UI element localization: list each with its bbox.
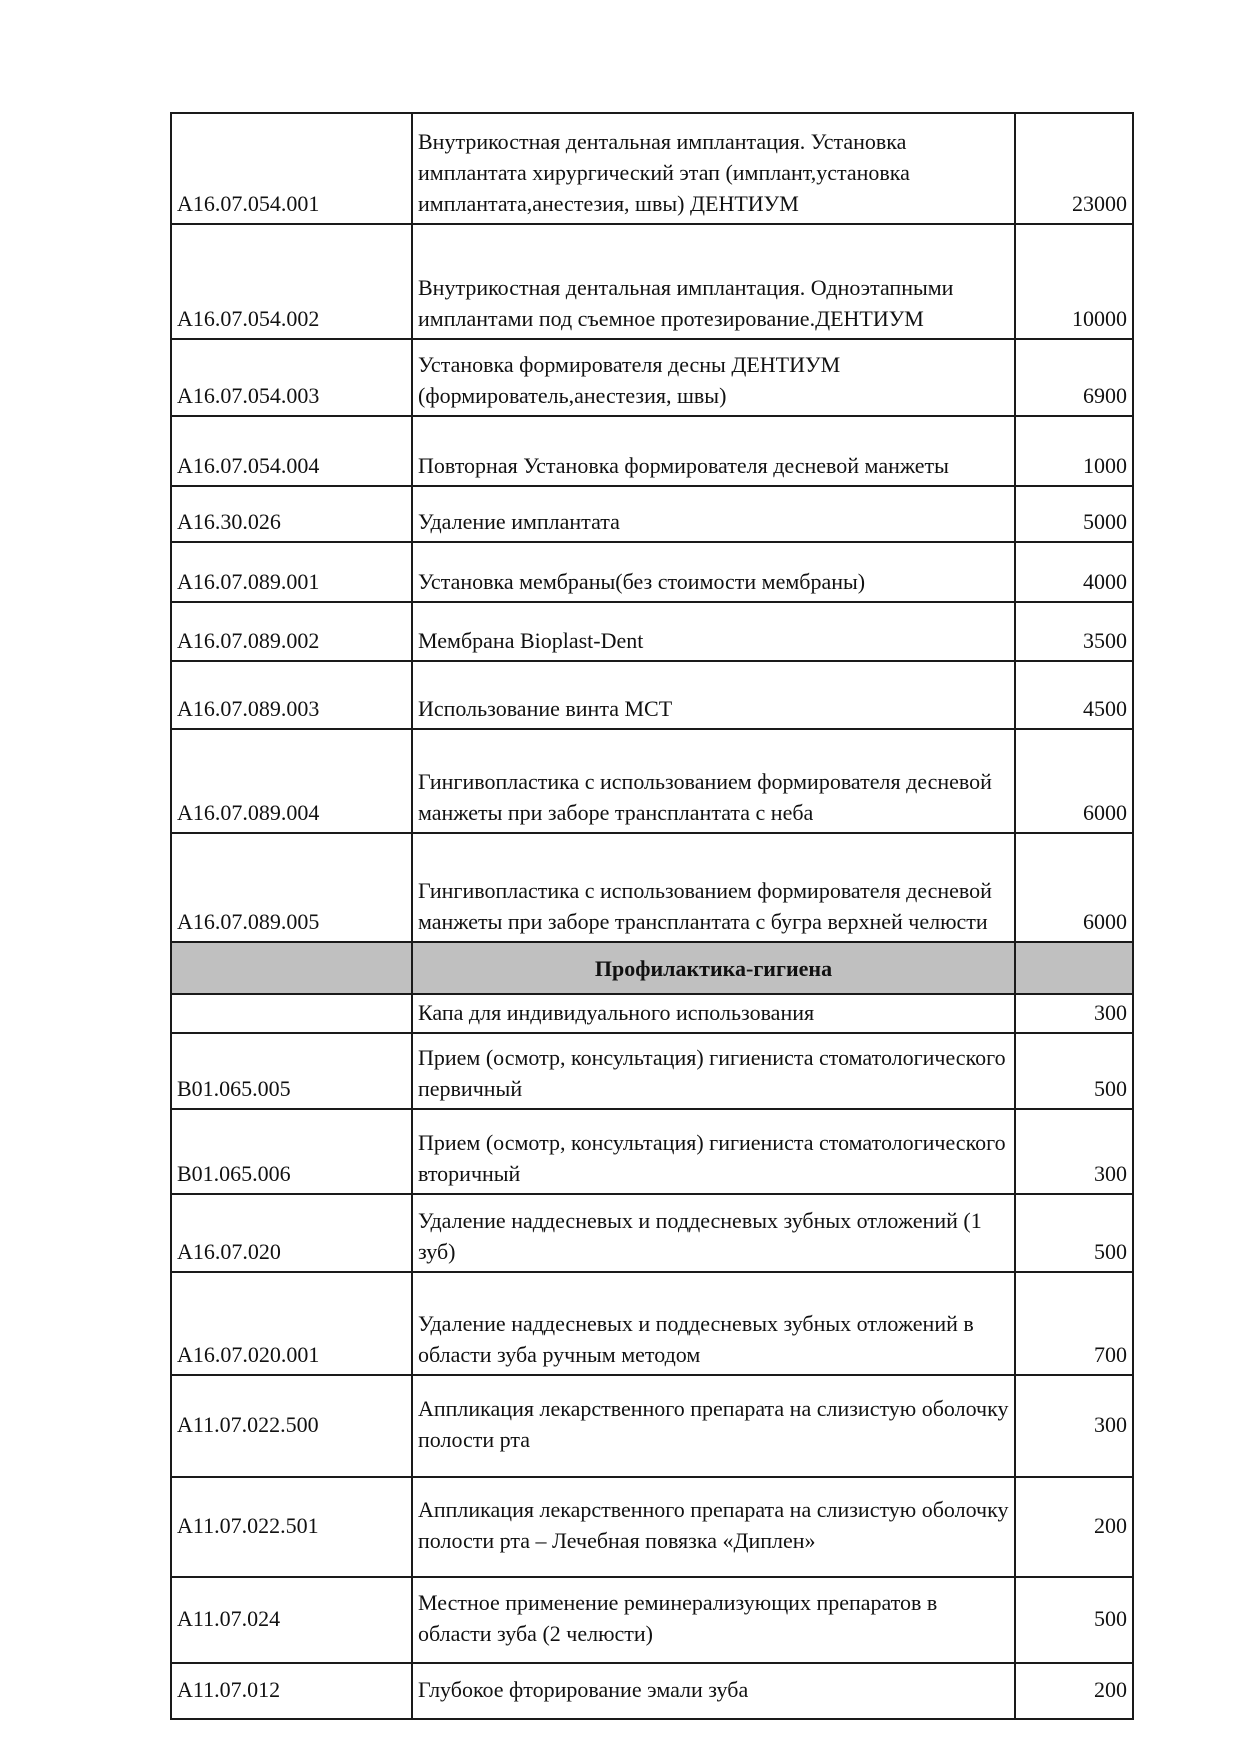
service-name: Повторная Установка формирователя десневой манжеты [412, 416, 1015, 486]
service-name: Аппликация лекарственного препарата на слизистую оболочку полости рта – Лечебная повязка «Диплен» [412, 1477, 1015, 1577]
service-price: 200 [1015, 1477, 1133, 1577]
service-code: B01.065.006 [171, 1109, 412, 1194]
service-code: A16.07.020.001 [171, 1272, 412, 1375]
service-price: 1000 [1015, 416, 1133, 486]
service-code: A16.07.089.004 [171, 729, 412, 833]
service-price: 5000 [1015, 486, 1133, 542]
service-code: A16.07.054.002 [171, 224, 412, 339]
price-table [170, 112, 1134, 1720]
table-row [171, 416, 1133, 486]
section-code-cell [171, 942, 412, 994]
table-row [171, 339, 1133, 416]
service-price: 200 [1015, 1663, 1133, 1719]
section-title: Профилактика-гигиена [412, 942, 1015, 994]
service-code: A16.30.026 [171, 486, 412, 542]
service-code: A11.07.022.500 [171, 1375, 412, 1477]
service-name: Установка формирователя десны ДЕНТИУМ (формирователь,анестезия, швы) [412, 339, 1015, 416]
service-code: A11.07.012 [171, 1663, 412, 1719]
service-price: 4500 [1015, 661, 1133, 729]
service-price: 3500 [1015, 602, 1133, 661]
service-name: Использование винта МСТ [412, 661, 1015, 729]
service-code: A16.07.089.003 [171, 661, 412, 729]
service-price: 10000 [1015, 224, 1133, 339]
service-name: Аппликация лекарственного препарата на слизистую оболочку полости рта [412, 1375, 1015, 1477]
service-name: Удаление имплантата [412, 486, 1015, 542]
service-code: A16.07.020 [171, 1194, 412, 1272]
service-name: Гингивопластика с использованием формирователя десневой манжеты при заборе трансплантата с неба [412, 729, 1015, 833]
service-price: 300 [1015, 994, 1133, 1033]
service-name: Установка мембраны(без стоимости мембраны) [412, 542, 1015, 602]
table-row [171, 224, 1133, 339]
service-price: 300 [1015, 1109, 1133, 1194]
service-price: 500 [1015, 1577, 1133, 1663]
service-price: 6900 [1015, 339, 1133, 416]
service-code: A16.07.054.001 [171, 113, 412, 224]
service-code: A16.07.089.002 [171, 602, 412, 661]
table-row [171, 661, 1133, 729]
service-price: 6000 [1015, 729, 1133, 833]
service-name: Прием (осмотр, консультация) гигиениста стоматологического первичный [412, 1033, 1015, 1109]
service-name: Местное применение реминерализующих препаратов в области зуба (2 челюсти) [412, 1577, 1015, 1663]
service-code: A16.07.089.001 [171, 542, 412, 602]
table-row [171, 1272, 1133, 1375]
service-name: Удаление наддесневых и поддесневых зубных отложений в области зуба ручным методом [412, 1272, 1015, 1375]
table-row [171, 486, 1133, 542]
table-row [171, 1033, 1133, 1109]
service-code: A16.07.054.004 [171, 416, 412, 486]
service-name: Удаление наддесневых и поддесневых зубных отложений (1 зуб) [412, 1194, 1015, 1272]
table-row [171, 833, 1133, 942]
table-row [171, 602, 1133, 661]
table-row [171, 1577, 1133, 1663]
service-price: 700 [1015, 1272, 1133, 1375]
section-header-row [171, 942, 1133, 994]
table-row [171, 1194, 1133, 1272]
table-row [171, 1109, 1133, 1194]
table-row [171, 542, 1133, 602]
table-row [171, 1375, 1133, 1477]
service-name: Капа для индивидуального использования [412, 994, 1015, 1033]
table-row [171, 1663, 1133, 1719]
service-code: A11.07.022.501 [171, 1477, 412, 1577]
service-name: Внутрикостная дентальная имплантация. Установка имплантата хирургический этап (имплант,установка имплантата,анестезия, швы) ДЕНТИУМ [412, 113, 1015, 224]
service-code: A11.07.024 [171, 1577, 412, 1663]
service-price: 23000 [1015, 113, 1133, 224]
service-name: Прием (осмотр, консультация) гигиениста стоматологического вторичный [412, 1109, 1015, 1194]
table-row [171, 113, 1133, 224]
service-price: 6000 [1015, 833, 1133, 942]
service-price: 500 [1015, 1194, 1133, 1272]
service-code: B01.065.005 [171, 1033, 412, 1109]
service-name: Мембрана Bioplast-Dent [412, 602, 1015, 661]
service-name: Гингивопластика с использованием формирователя десневой манжеты при заборе трансплантата с бугра верхней челюсти [412, 833, 1015, 942]
table-row [171, 729, 1133, 833]
service-code: A16.07.054.003 [171, 339, 412, 416]
service-name: Внутрикостная дентальная имплантация. Одноэтапными имплантами под съемное протезирование.ДЕНТИУМ [412, 224, 1015, 339]
service-code: A16.07.089.005 [171, 833, 412, 942]
service-price: 500 [1015, 1033, 1133, 1109]
table-row [171, 994, 1133, 1033]
table-row [171, 1477, 1133, 1577]
service-price: 300 [1015, 1375, 1133, 1477]
section-price-cell [1015, 942, 1133, 994]
service-price: 4000 [1015, 542, 1133, 602]
service-name: Глубокое фторирование эмали зуба [412, 1663, 1015, 1719]
service-code [171, 994, 412, 1033]
